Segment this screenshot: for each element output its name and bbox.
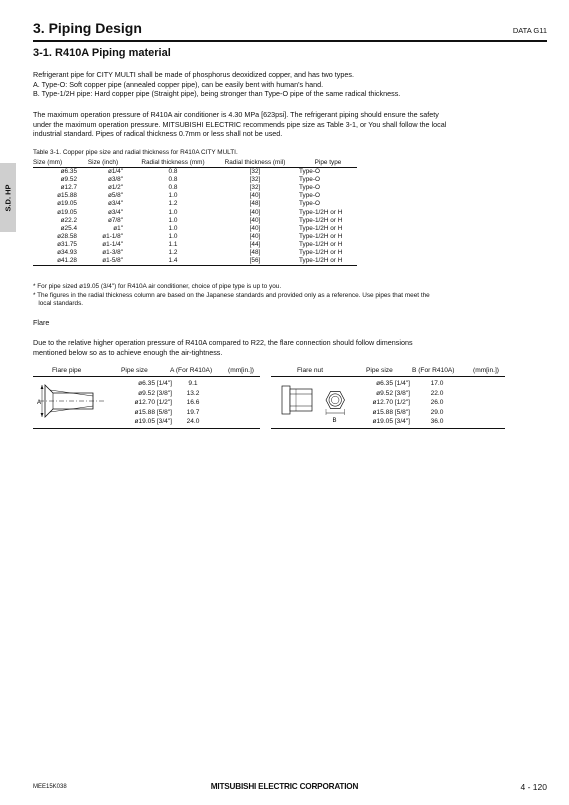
cell-size-inch: ø1-1/4" bbox=[102, 240, 123, 248]
table-row bbox=[33, 249, 357, 257]
table-notes bbox=[33, 283, 430, 309]
col-size-inch: Size (inch) bbox=[83, 159, 131, 168]
cell-size-mm: ø41.28 bbox=[33, 257, 83, 266]
cell-size-inch: ø1-3/8" bbox=[102, 249, 123, 257]
flare-intro bbox=[33, 338, 413, 357]
note-line: * The figures in the radial thickness column are based on the Japanese standards and provided only as a reference. Use pipes that meet the bbox=[33, 291, 430, 299]
table-row bbox=[33, 233, 357, 241]
col-size-mm: Size (mm) bbox=[33, 159, 83, 168]
pipe-size-table bbox=[33, 159, 357, 266]
cell-thickness-mm: 1.0 bbox=[168, 224, 178, 232]
cell-thickness-mil: [56] bbox=[215, 257, 295, 266]
table-header-row bbox=[33, 159, 357, 168]
flare-intro-line: mentioned below so as to achieve enough the air-tightness. bbox=[33, 347, 223, 357]
flare-b-value: 17.0 bbox=[430, 380, 444, 387]
table-row bbox=[33, 184, 357, 192]
table-row bbox=[33, 192, 357, 200]
cell-thickness-mil: [48] bbox=[249, 200, 261, 208]
flare-nut-rule-top bbox=[271, 376, 505, 377]
cell-thickness-mil: [32] bbox=[249, 168, 261, 176]
flare-pipe-rule-bottom bbox=[33, 428, 260, 429]
cell-thickness-mm: 1.0 bbox=[168, 208, 178, 216]
cell-thickness-mil: [40] bbox=[249, 208, 261, 216]
section-title: 3. Piping Design bbox=[33, 20, 142, 36]
table-caption: Table 3-1. Copper pipe size and radial thickness for R410A CITY MULTI. bbox=[33, 149, 238, 156]
table-row bbox=[33, 217, 357, 225]
cell-size-mm: ø9.52 bbox=[60, 176, 77, 184]
flare-nut-size: ø15.88 [5/8"] bbox=[372, 408, 410, 416]
flare-nut-values bbox=[422, 379, 452, 427]
note-line: local standards. bbox=[33, 300, 84, 308]
page-number: 4 - 120 bbox=[520, 782, 547, 792]
cell-size-mm: ø19.05 bbox=[57, 200, 77, 208]
table-row bbox=[33, 225, 357, 233]
flare-nut-col-b: B (For R410A) bbox=[412, 367, 455, 374]
cell-pipe-type: Type-O bbox=[299, 200, 320, 208]
pressure-line: The maximum operation pressure of R410A air conditioner is 4.30 MPa [623psi]. The refrigerant piping should ensure the safety bbox=[33, 110, 439, 119]
cell-size-inch: ø1/2" bbox=[107, 184, 123, 192]
cell-size-mm: ø22.2 bbox=[60, 216, 77, 224]
flare-pipe-title: Flare pipe bbox=[52, 367, 82, 374]
cell-thickness-mil: [40] bbox=[249, 224, 261, 232]
flare-nut-rule-bottom bbox=[271, 428, 505, 429]
flare-nut-size: ø19.05 [3/4"] bbox=[372, 418, 410, 426]
cell-pipe-type: Type-1/2H or H bbox=[299, 249, 343, 257]
table-row bbox=[33, 176, 357, 184]
flare-pipe-size: ø19.05 [3/4"] bbox=[134, 418, 172, 426]
pipe-table-body bbox=[33, 168, 357, 266]
cell-thickness-mm: 0.8 bbox=[168, 176, 178, 184]
cell-size-mm: ø28.58 bbox=[57, 232, 77, 240]
cell-thickness-mm: 1.1 bbox=[168, 240, 178, 248]
cell-size-inch: ø1/4" bbox=[107, 168, 123, 176]
flare-a-value: 13.2 bbox=[186, 389, 200, 397]
footer-code: MEE15K038 bbox=[33, 784, 67, 790]
cell-size-inch: ø3/4" bbox=[107, 208, 123, 216]
cell-pipe-type: Type-1/2H or H bbox=[299, 240, 343, 248]
cell-pipe-type: Type-O bbox=[299, 192, 320, 200]
table-row bbox=[33, 241, 357, 249]
flare-nut-col-size: Pipe size bbox=[366, 367, 393, 374]
flare-pipe-size: ø9.52 [3/8"] bbox=[138, 389, 172, 397]
cell-size-mm: ø19.05 bbox=[57, 208, 77, 216]
flare-b-value: 22.0 bbox=[430, 389, 444, 397]
flare-nut-unit: (mm[in.]) bbox=[473, 367, 500, 374]
footer-company: MITSUBISHI ELECTRIC CORPORATION bbox=[210, 782, 359, 791]
flare-pipe-col-size: Pipe size bbox=[121, 367, 148, 374]
intro-line: Refrigerant pipe for CITY MULTI shall be made of phosphorus deoxidized copper, and has two types. bbox=[33, 70, 354, 79]
doc-id: DATA G11 bbox=[512, 26, 547, 35]
flare-pipe-size: ø12.70 [1/2"] bbox=[134, 399, 172, 407]
cell-thickness-mm: 1.0 bbox=[168, 192, 178, 200]
cell-size-inch: ø5/8" bbox=[107, 192, 123, 200]
table-row bbox=[33, 257, 357, 266]
cell-size-mm: ø31.75 bbox=[57, 240, 77, 248]
flare-nut-size: ø9.52 [3/8"] bbox=[376, 389, 410, 397]
flare-nut-size: ø6.35 [1/4"] bbox=[376, 380, 410, 387]
flare-intro-line: Due to the relative higher operation pressure of R410A compared to R22, the flare connection should follow dimensions bbox=[33, 338, 413, 347]
cell-size-mm: ø12.7 bbox=[60, 184, 77, 192]
flare-nut-size: ø12.70 [1/2"] bbox=[372, 399, 410, 407]
flare-b-value: 29.0 bbox=[430, 408, 444, 416]
col-thickness-mil: Radial thickness (mil) bbox=[215, 159, 295, 168]
flare-a-value: 16.6 bbox=[186, 399, 200, 407]
flare-a-value: 24.0 bbox=[186, 418, 200, 426]
flare-pipe-size: ø6.35 [1/4"] bbox=[138, 380, 172, 387]
cell-thickness-mm: 0.8 bbox=[168, 184, 178, 192]
cell-size-inch: ø3/8" bbox=[107, 176, 123, 184]
cell-thickness-mil: [40] bbox=[249, 232, 261, 240]
flare-pipe-sizes bbox=[112, 379, 172, 427]
cell-pipe-type: Type-1/2H or H bbox=[299, 232, 343, 240]
cell-size-mm: ø6.35 bbox=[60, 168, 77, 176]
pressure-line: industrial standard. Pipes of radical thickness 0.7mm or less shall not be used. bbox=[33, 129, 283, 139]
intro-line: B. Type-1/2H pipe: Hard copper pipe (Straight pipe), being stronger than Type-O pipe of the same radical thickness. bbox=[33, 89, 401, 99]
table-row bbox=[33, 209, 357, 217]
cell-thickness-mm: 1.2 bbox=[168, 249, 178, 257]
cell-pipe-type: Type-1/2H or H bbox=[299, 216, 343, 224]
cell-size-inch: ø1-5/8" bbox=[83, 257, 131, 266]
flare-pipe-rule-top bbox=[33, 376, 260, 377]
flare-pipe-drawing bbox=[33, 380, 113, 424]
cell-pipe-type: Type-O bbox=[299, 168, 320, 176]
col-pipe-type: Pipe type bbox=[295, 159, 357, 168]
intro-line: A. Type-O: Soft copper pipe (annealed copper pipe), can be easily bent with human's hand. bbox=[33, 79, 324, 89]
flare-label: Flare bbox=[33, 318, 50, 327]
flare-nut-title: Flare nut bbox=[297, 367, 324, 374]
table-row bbox=[33, 168, 357, 177]
flare-pipe-size: ø15.88 [5/8"] bbox=[134, 408, 172, 416]
cell-pipe-type: Type-1/2H or H bbox=[299, 224, 343, 232]
cell-thickness-mm: 1.2 bbox=[168, 200, 178, 208]
flare-pipe-unit: (mm[in.]) bbox=[228, 367, 255, 374]
table-row bbox=[33, 200, 357, 208]
cell-pipe-type: Type-O bbox=[299, 184, 320, 192]
flare-b-value: 36.0 bbox=[430, 418, 444, 426]
sub-title: 3-1. R410A Piping material bbox=[33, 47, 171, 59]
side-tab bbox=[0, 163, 16, 232]
cell-size-mm: ø25.4 bbox=[60, 224, 77, 232]
cell-thickness-mil: [48] bbox=[249, 249, 261, 257]
cell-size-mm: ø15.88 bbox=[57, 192, 77, 200]
header-rule bbox=[33, 40, 547, 42]
cell-pipe-type: Type-1/2H or H bbox=[295, 257, 357, 266]
flare-a-value: 19.7 bbox=[186, 408, 200, 416]
cell-size-inch: ø1" bbox=[113, 224, 123, 232]
flare-pipe-values bbox=[178, 379, 208, 427]
flare-b-value: 26.0 bbox=[430, 399, 444, 407]
intro-paragraph bbox=[33, 70, 400, 99]
cell-thickness-mm: 1.0 bbox=[168, 232, 178, 240]
dim-a-letter: A bbox=[37, 400, 42, 406]
cell-size-inch: ø1-1/8" bbox=[102, 232, 123, 240]
cell-thickness-mil: [40] bbox=[249, 192, 261, 200]
pressure-line: under the maximum operation pressure. MITSUBISHI ELECTRIC recommends pipe size as Table 3-1, or You shall follow the local bbox=[33, 119, 447, 129]
cell-thickness-mil: [44] bbox=[249, 240, 261, 248]
note-line: * For pipe sized ø19.05 (3/4") for R410A air conditioner, choice of pipe type is up to you. bbox=[33, 283, 282, 290]
flare-nut-drawing bbox=[276, 380, 356, 424]
cell-size-inch: ø7/8" bbox=[107, 216, 123, 224]
side-tab-label: S.D. HP bbox=[3, 183, 13, 212]
cell-thickness-mil: [32] bbox=[249, 176, 261, 184]
cell-thickness-mil: [40] bbox=[249, 216, 261, 224]
flare-nut-sizes bbox=[346, 379, 410, 427]
cell-thickness-mm: 1.0 bbox=[168, 216, 178, 224]
cell-size-inch: ø3/4" bbox=[107, 200, 123, 208]
col-thickness-mm: Radial thickness (mm) bbox=[131, 159, 215, 168]
dim-b-letter: B bbox=[332, 418, 337, 424]
flare-a-value: 9.1 bbox=[188, 380, 198, 387]
cell-pipe-type: Type-1/2H or H bbox=[299, 208, 343, 216]
cell-pipe-type: Type-O bbox=[299, 176, 320, 184]
flare-pipe-col-a: A (For R410A) bbox=[170, 367, 213, 374]
pressure-paragraph bbox=[33, 110, 446, 139]
cell-thickness-mm: 0.8 bbox=[168, 168, 178, 176]
cell-thickness-mm: 1.4 bbox=[131, 257, 215, 266]
cell-thickness-mil: [32] bbox=[249, 184, 261, 192]
cell-size-mm: ø34.93 bbox=[57, 249, 77, 257]
